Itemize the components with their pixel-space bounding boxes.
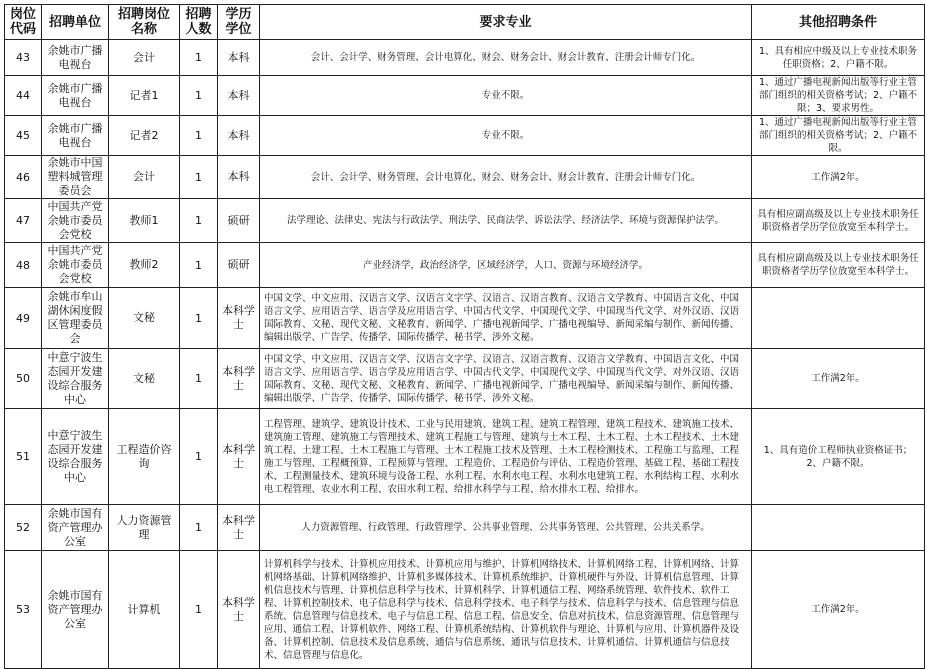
row-edu: 本科学士 (218, 288, 260, 349)
row-unit: 余姚市广播电视台 (42, 40, 109, 76)
header-row (5, 5, 925, 40)
row-id: 43 (5, 40, 42, 76)
row-post: 计算机 (109, 551, 180, 669)
row-unit: 余姚市国有资产管理办公室 (42, 505, 109, 551)
row-unit: 中意宁波生态园开发建设综合服务中心 (42, 409, 109, 505)
row-major: 计算机科学与技术、计算机应用技术、计算机应用与维护、计算机网络技术、计算机网络工程、计算机网络、计算机网络基础、计算机网络维护、计算机多媒体技术、计算机系统维护、计算机硬件与外设、计算机信息管理、计算机信息技术与管理、计算机信息科学与技术、计算机科学、计算机通信工程、网络系统管理、软件技术、软件工程、计算机控制技术、电子信息科学与技术、信息科学技术、电子科学与技术、信息科学与技术、信息管理与信息系统、信息管理与信息技术、电子与信息工程、信息工程、信息安全、信息对抗技术、信息资源管理、信息管理与应用、通信工程、计算机软件、网络工程、计算机系统结构、计算机软件与理论、计算机与应用、计算机器件及设备、计算机控制、信息技术及信息系统、通信与信息系统、通讯与信息技术、计算机通信、计算机通信与信息技术、信息管理与信息化。 (260, 551, 752, 669)
row-unit: 中国共产党余姚市委员会党校 (42, 199, 109, 243)
row-unit: 余姚市国有资产管理办公室 (42, 551, 109, 669)
row-edu: 本科 (218, 116, 260, 156)
row-other: 1、通过广播电视新闻出版等行业主管部门组织的相关资格考试；2、户籍不限；3、要求男性。 (752, 76, 925, 116)
row-id: 49 (5, 288, 42, 349)
row-other: 工作满2年。 (752, 349, 925, 409)
row-unit: 余姚市广播电视台 (42, 76, 109, 116)
row-post: 记者1 (109, 76, 180, 116)
table-row (5, 76, 925, 116)
row-id: 48 (5, 243, 42, 288)
row-post: 会计 (109, 40, 180, 76)
row-id: 45 (5, 116, 42, 156)
row-id: 44 (5, 76, 42, 116)
row-major: 人力资源管理、行政管理、行政管理学、公共事业管理、公共事务管理、公共管理、公共关系学。 (260, 505, 752, 551)
row-other: 1、具有相应中级及以上专业技术职务任职资格；2、户籍不限。 (752, 40, 925, 76)
row-post: 人力资源管理 (109, 505, 180, 551)
header-unit: 招聘单位 (42, 5, 109, 40)
row-count: 1 (180, 199, 218, 243)
row-post: 文秘 (109, 288, 180, 349)
row-major: 会计、会计学、财务管理、会计电算化、财会、财务会计、财会计教育、注册会计师专门化。 (260, 156, 752, 199)
row-unit: 中意宁波生态园开发建设综合服务中心 (42, 349, 109, 409)
row-unit: 余姚市中国塑料城管理委员会 (42, 156, 109, 199)
row-edu: 本科 (218, 156, 260, 199)
row-unit: 余姚市广播电视台 (42, 116, 109, 156)
row-post: 文秘 (109, 349, 180, 409)
row-post: 教师2 (109, 243, 180, 288)
row-count: 1 (180, 409, 218, 505)
row-major: 中国文学、中文应用、汉语言文学、汉语言文字学、汉语言、汉语言教育、汉语言文学教育、中国语言文化、中国语言文学、应用语言学、语言学及应用语言学、中国古代文学、中国现代文学、中国现当代文学、对外汉语、汉语国际教育、文秘、现代文秘、文秘教育、新闻学、广播电视新闻学、广播电视编导、新闻采编与制作、新闻传播、编辑出版学、广告学、传播学、国际传播学、秘书学、涉外文秘。 (260, 288, 752, 349)
header-major: 要求专业 (260, 5, 752, 40)
row-other: 1、通过广播电视新闻出版等行业主管部门组织的相关资格考试；2、户籍不限。 (752, 116, 925, 156)
table-row (5, 349, 925, 409)
row-post: 教师1 (109, 199, 180, 243)
row-unit: 中国共产党余姚市委员会党校 (42, 243, 109, 288)
row-count: 1 (180, 349, 218, 409)
table-row (5, 288, 925, 349)
row-edu: 本科学士 (218, 349, 260, 409)
row-post: 记者2 (109, 116, 180, 156)
table-body (5, 40, 925, 669)
row-id: 50 (5, 349, 42, 409)
row-count: 1 (180, 156, 218, 199)
row-post: 会计 (109, 156, 180, 199)
header-id: 岗位代码 (5, 5, 42, 40)
row-count: 1 (180, 116, 218, 156)
table-row (5, 409, 925, 505)
header-edu: 学历学位 (218, 5, 260, 40)
table-row (5, 199, 925, 243)
row-edu: 本科 (218, 76, 260, 116)
row-other: 具有相应副高级及以上专业技术职务任职资格者学历学位放宽至本科学士。 (752, 199, 925, 243)
table-row (5, 243, 925, 288)
row-edu: 本科学士 (218, 409, 260, 505)
row-id: 47 (5, 199, 42, 243)
row-major: 中国文学、中文应用、汉语言文学、汉语言文字学、汉语言、汉语言教育、汉语言文学教育、中国语言文化、中国语言文学、应用语言学、语言学及应用语言学、中国古代文学、中国现代文学、中国现当代文学、对外汉语、汉语国际教育、文秘、现代文秘、文秘教育、新闻学、广播电视新闻学、广播电视编导、新闻采编与制作、新闻传播、编辑出版学、广告学、传播学、国际传播学、秘书学、涉外文秘。 (260, 349, 752, 409)
row-edu: 硕研 (218, 199, 260, 243)
row-other: 具有相应副高级及以上专业技术职务任职资格者学历学位放宽至本科学士。 (752, 243, 925, 288)
header-other: 其他招聘条件 (752, 5, 925, 40)
row-count: 1 (180, 76, 218, 116)
row-post: 工程造价咨询 (109, 409, 180, 505)
recruitment-table (4, 4, 925, 669)
row-id: 51 (5, 409, 42, 505)
row-count: 1 (180, 551, 218, 669)
row-major: 产业经济学，政治经济学，区域经济学，人口、资源与环境经济学。 (260, 243, 752, 288)
table-row (5, 505, 925, 551)
row-count: 1 (180, 243, 218, 288)
row-unit: 余姚市牟山湖休闲度假区管理委员会 (42, 288, 109, 349)
row-other: 1、具有造价工程师执业资格证书；2、户籍不限。 (752, 409, 925, 505)
row-other (752, 505, 925, 551)
table-row (5, 40, 925, 76)
row-edu: 本科学士 (218, 551, 260, 669)
row-edu: 本科 (218, 40, 260, 76)
row-major: 会计、会计学、财务管理、会计电算化、财会、财务会计、财会计教育、注册会计师专门化。 (260, 40, 752, 76)
row-edu: 硕研 (218, 243, 260, 288)
row-count: 1 (180, 288, 218, 349)
row-id: 52 (5, 505, 42, 551)
header-post: 招聘岗位名称 (109, 5, 180, 40)
row-count: 1 (180, 505, 218, 551)
row-major: 专业不限。 (260, 76, 752, 116)
table-row (5, 156, 925, 199)
row-other: 工作满2年。 (752, 156, 925, 199)
row-major: 工程管理、建筑学、建筑设计技术、工业与民用建筑、建筑工程、建筑工程管理、建筑工程技术、建筑施工技术、建筑施工管理、建筑施工与管理技术、建筑工程施工与管理、建筑与土木工程、土木工程、土木工程技术、土木建筑工程、土建工程、土木工程施工与管理、土木工程施工技术及管理、土木工程检测技术、工程施工与监理、工程施工与管理、工程概预算、工程预算与管理、工程造价、工程造价与评估、工程造价管理、基础工程、基础工程技术、工程测量技术、建筑环境与设备工程、水利工程、水利水电工程、水利水电建筑工程、水利结构工程、水利水电工程管理、农业水利工程、农田水利工程、给排水科学与工程、给水排水工程、给排水。 (260, 409, 752, 505)
table-row (5, 116, 925, 156)
row-edu: 本科学士 (218, 505, 260, 551)
row-other: 工作满2年。 (752, 551, 925, 669)
row-major: 法学理论、法律史、宪法与行政法学、刑法学、民商法学、诉讼法学、经济法学、环境与资源保护法学。 (260, 199, 752, 243)
row-major: 专业不限。 (260, 116, 752, 156)
row-id: 53 (5, 551, 42, 669)
row-id: 46 (5, 156, 42, 199)
header-count: 招聘人数 (180, 5, 218, 40)
table-row (5, 551, 925, 669)
row-other (752, 288, 925, 349)
row-count: 1 (180, 40, 218, 76)
